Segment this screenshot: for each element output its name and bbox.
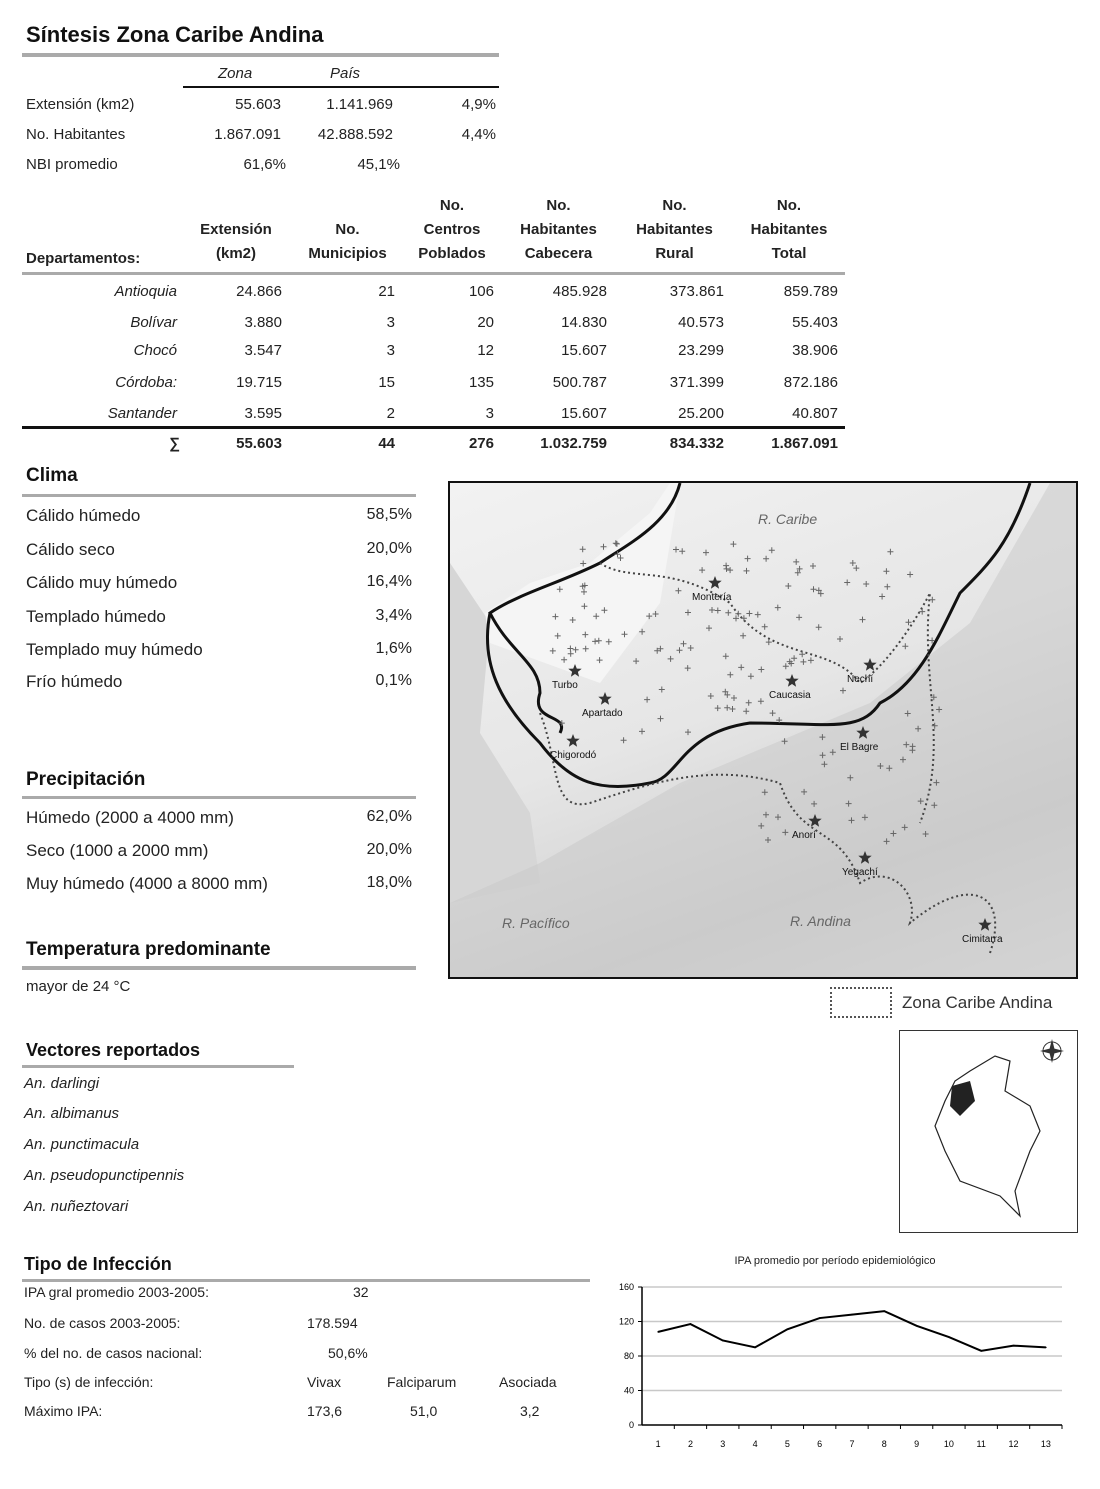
legend-label: Zona Caribe Andina — [902, 993, 1053, 1012]
town-star-icon — [863, 658, 876, 671]
row-value: 1,6% — [375, 640, 412, 657]
col-zona: Zona — [218, 65, 253, 82]
cell-value: 485.928 — [552, 283, 607, 300]
cell-value: 21 — [378, 283, 395, 300]
row-label: Extensión (km2) — [26, 96, 135, 113]
column-header: No. Municipios — [308, 221, 387, 262]
data-point — [884, 1310, 886, 1312]
pct-value: 4,9% — [461, 96, 496, 113]
pct-label: % del no. de casos nacional: — [24, 1345, 203, 1361]
y-tick-label: 0 — [628, 1420, 634, 1430]
cell-value: 19.715 — [236, 374, 282, 391]
divider — [22, 426, 845, 429]
row-label: Templado húmedo — [26, 607, 166, 626]
row-value: 18,0% — [366, 874, 412, 891]
ipa-value: 32 — [353, 1284, 369, 1300]
vectores-title: Vectores reportados — [26, 1040, 201, 1060]
town-label: Apartado — [582, 708, 623, 719]
data-point — [657, 1331, 659, 1333]
cell-value: 25.200 — [678, 405, 724, 422]
row-label: Seco (1000 a 2000 mm) — [26, 841, 209, 860]
cell-value: 24.866 — [236, 283, 282, 300]
sum-symbol: ∑ — [169, 435, 180, 452]
tipo-falciparum: Falciparum — [387, 1374, 457, 1390]
town-label: Yegachí — [842, 867, 878, 878]
cell-value: 38.906 — [792, 342, 838, 359]
cell-value: 135 — [468, 374, 494, 391]
cell-value: 3.880 — [244, 314, 282, 331]
vector-item: An. darlingi — [24, 1075, 100, 1092]
total-value: 44 — [378, 435, 395, 452]
vector-item: An. nuñeztovari — [24, 1198, 129, 1215]
row-value: 20,0% — [366, 540, 412, 557]
column-header: Extensión (km2) — [200, 221, 272, 262]
x-tick-label: 12 — [1008, 1439, 1019, 1449]
page-title: Síntesis Zona Caribe Andina — [26, 22, 324, 47]
x-tick-label: 9 — [914, 1439, 920, 1449]
zona-value: 1.867.091 — [214, 126, 281, 143]
tipo-asociada: Asociada — [499, 1374, 557, 1390]
series-line — [658, 1311, 1046, 1351]
zona-value: 61,6% — [243, 156, 286, 173]
section-title: Clima — [26, 465, 78, 486]
data-point — [1045, 1347, 1047, 1349]
cell-value: 106 — [468, 283, 494, 300]
town-label: Cimitarra — [962, 934, 1003, 945]
region-label: R. Andina — [790, 913, 851, 929]
cell-value: 371.399 — [669, 374, 724, 391]
town-star-icon — [785, 674, 798, 687]
town-label: Nechí — [847, 674, 874, 685]
tipo-label: Tipo (s) de infección: — [24, 1374, 154, 1390]
data-point — [851, 1314, 853, 1316]
x-tick-label: 8 — [881, 1439, 887, 1449]
row-value: 62,0% — [366, 808, 412, 825]
total-value: 1.032.759 — [540, 435, 607, 452]
x-tick-label: 5 — [784, 1439, 790, 1449]
inset-map — [899, 1030, 1078, 1233]
row-label: Frío húmedo — [26, 672, 123, 691]
temperatura-title: Temperatura predominante — [26, 939, 271, 960]
vector-item: An. albimanus — [24, 1105, 120, 1122]
max-vivax: 173,6 — [307, 1403, 343, 1419]
column-header: No. Centros Poblados — [418, 197, 486, 262]
x-tick-label: 4 — [752, 1439, 758, 1449]
town-label: Turbo — [552, 680, 578, 691]
x-tick-label: 2 — [687, 1439, 693, 1449]
ipa-label: IPA gral promedio 2003-2005: — [24, 1284, 209, 1300]
town-label: Montería — [692, 592, 732, 603]
col-pais: País — [330, 65, 361, 82]
x-tick-label: 1 — [655, 1439, 661, 1449]
data-point — [1013, 1345, 1015, 1347]
compass-rose-icon — [1040, 1039, 1064, 1063]
divider — [22, 494, 416, 497]
data-point — [722, 1340, 724, 1342]
tipo-vivax: Vivax — [307, 1374, 341, 1390]
section-title: Precipitación — [26, 769, 146, 790]
town-star-icon — [708, 576, 721, 589]
row-label: NBI promedio — [26, 156, 118, 173]
pais-value: 42.888.592 — [317, 126, 393, 143]
column-header: No. Habitantes Cabecera — [520, 197, 597, 262]
y-tick-label: 80 — [623, 1351, 634, 1361]
max-falciparum: 51,0 — [410, 1403, 438, 1419]
cell-value: 3 — [485, 405, 494, 422]
divider — [22, 796, 416, 799]
pct-value: 50,6% — [328, 1345, 368, 1361]
total-value: 1.867.091 — [771, 435, 838, 452]
town-label: Caucasia — [769, 690, 811, 701]
cell-value: 15.607 — [561, 405, 607, 422]
department-name: Chocó — [133, 342, 177, 359]
x-tick-label: 6 — [817, 1439, 823, 1449]
cell-value: 23.299 — [678, 342, 724, 359]
zona-value: 55.603 — [235, 96, 281, 113]
pais-value: 45,1% — [357, 156, 400, 173]
cell-value: 3 — [386, 342, 395, 359]
x-tick-label: 7 — [849, 1439, 855, 1449]
department-name: Santander — [107, 405, 177, 422]
row-label: Cálido muy húmedo — [26, 573, 178, 592]
total-value: 834.332 — [669, 435, 724, 452]
total-value: 276 — [468, 435, 494, 452]
town-star-icon — [566, 734, 579, 747]
x-tick-label: 11 — [976, 1439, 986, 1449]
casos-label: No. de casos 2003-2005: — [24, 1315, 181, 1331]
data-point — [819, 1317, 821, 1319]
row-label: Muy húmedo (4000 a 8000 mm) — [26, 874, 268, 893]
cell-value: 859.789 — [783, 283, 838, 300]
max-label: Máximo IPA: — [24, 1403, 103, 1419]
cell-value: 2 — [386, 405, 395, 422]
town-label: Anorí — [792, 830, 816, 841]
row-value: 58,5% — [366, 506, 412, 523]
row-value: 3,4% — [375, 607, 412, 624]
data-point — [690, 1323, 692, 1325]
x-tick-label: 13 — [1040, 1439, 1051, 1449]
cell-value: 3 — [386, 314, 395, 331]
data-point — [980, 1350, 982, 1352]
y-tick-label: 160 — [618, 1282, 634, 1292]
cell-value: 3.595 — [244, 405, 282, 422]
column-header: No. Habitantes Total — [750, 197, 828, 262]
max-asociada: 3,2 — [520, 1403, 540, 1419]
vector-item: An. punctimacula — [24, 1136, 140, 1153]
temperatura-value: mayor de 24 °C — [26, 978, 131, 995]
cell-value: 12 — [477, 342, 494, 359]
row-label: Húmedo (2000 a 4000 mm) — [26, 808, 234, 827]
data-point — [754, 1347, 756, 1349]
legend-swatch — [830, 987, 892, 1018]
town-star-icon — [598, 692, 611, 705]
data-point — [787, 1328, 789, 1330]
data-point — [948, 1336, 950, 1338]
cell-value: 3.547 — [244, 342, 282, 359]
row-value: 20,0% — [366, 841, 412, 858]
y-tick-label: 120 — [618, 1316, 634, 1327]
infeccion-title: Tipo de Infección — [24, 1254, 172, 1274]
row-label: Templado muy húmedo — [26, 640, 203, 659]
divider — [22, 1065, 294, 1068]
column-header: No. Habitantes Rural — [636, 197, 713, 262]
divider — [22, 966, 416, 970]
department-name: Bolívar — [130, 314, 177, 331]
cell-value: 500.787 — [552, 374, 607, 391]
cell-value: 40.573 — [678, 314, 724, 331]
row-label: Cálido húmedo — [26, 506, 141, 525]
divider — [22, 53, 499, 57]
cell-value: 40.807 — [792, 405, 838, 422]
department-name: Córdoba: — [115, 374, 177, 391]
y-tick-label: 40 — [623, 1385, 634, 1396]
casos-value: 178.594 — [307, 1315, 358, 1331]
chart-svg — [600, 1250, 1070, 1470]
map-shapes — [450, 483, 1076, 977]
data-point — [916, 1325, 918, 1327]
total-value: 55.603 — [236, 435, 282, 452]
ipa-chart — [600, 1250, 1070, 1470]
row-label: No. Habitantes — [26, 126, 126, 143]
chart-title: IPA promedio por período epidemiológico — [734, 1255, 936, 1267]
pct-value: 4,4% — [461, 126, 496, 143]
map — [448, 481, 1078, 979]
cell-value: 55.403 — [792, 314, 838, 331]
departments-label: Departamentos: — [26, 250, 141, 267]
row-value: 0,1% — [375, 672, 412, 689]
department-name: Antioquia — [114, 283, 177, 300]
region-label: R. Pacífico — [502, 915, 570, 931]
town-label: Chigorodó — [550, 750, 597, 761]
x-tick-label: 10 — [943, 1439, 954, 1449]
cell-value: 15.607 — [561, 342, 607, 359]
town-label: El Bagre — [840, 742, 879, 753]
divider — [183, 86, 499, 88]
x-tick-label: 3 — [720, 1439, 726, 1449]
cell-value: 14.830 — [561, 314, 607, 331]
cell-value: 872.186 — [783, 374, 838, 391]
row-label: Cálido seco — [26, 540, 115, 559]
cell-value: 15 — [378, 374, 395, 391]
divider — [22, 1279, 590, 1282]
cell-value: 20 — [477, 314, 494, 331]
divider — [22, 272, 845, 275]
vector-item: An. pseudopunctipennis — [24, 1167, 185, 1184]
region-label: R. Caribe — [758, 511, 818, 527]
cell-value: 373.861 — [669, 283, 724, 300]
pais-value: 1.141.969 — [326, 96, 393, 113]
row-value: 16,4% — [366, 573, 412, 590]
